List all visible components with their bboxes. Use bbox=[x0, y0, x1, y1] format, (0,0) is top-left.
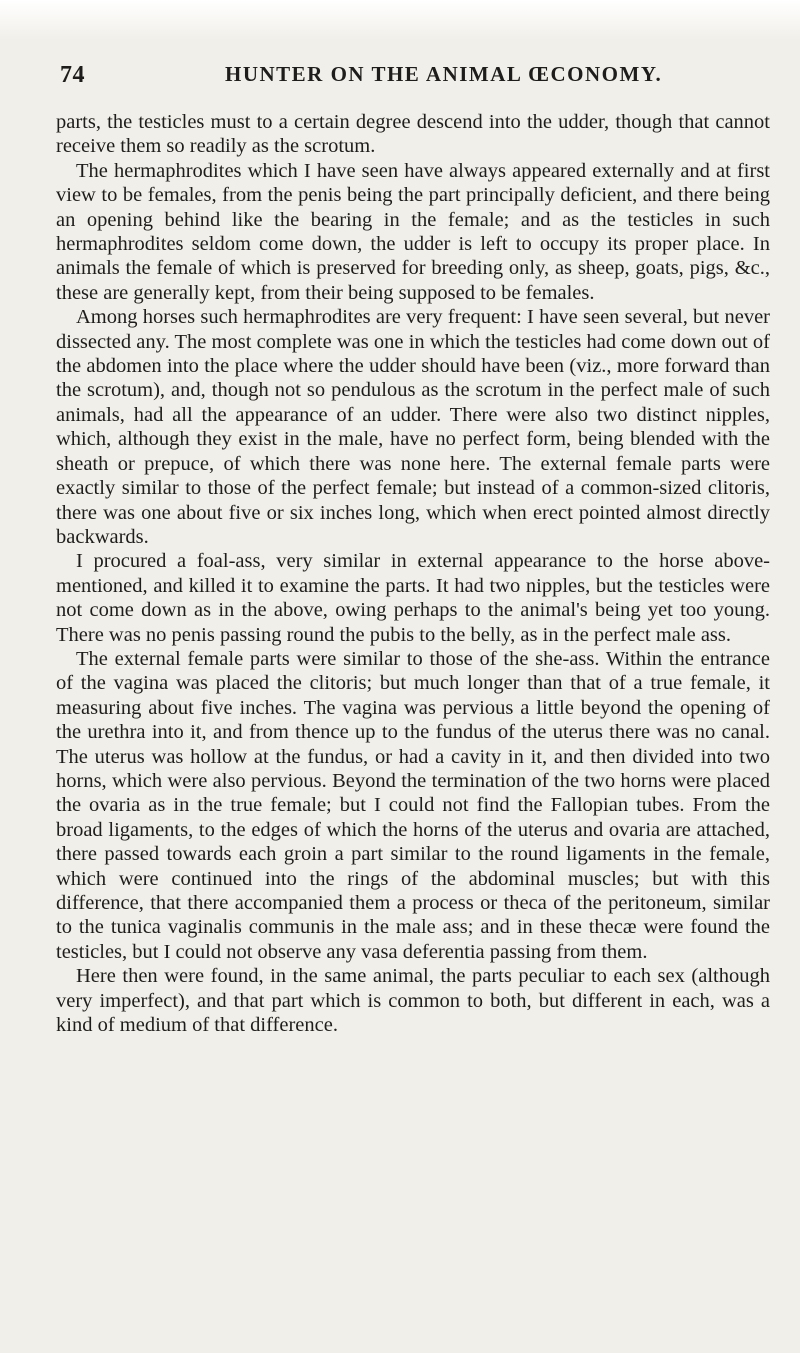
paragraph: parts, the testicles must to a certain degree descend into the udder, though that cannot receive them so readily as the scrotum. bbox=[56, 111, 770, 158]
paragraph: The hermaphrodites which I have seen have always appeared externally and at first view to be females, from the penis being the part principally deficient, and there being an opening behind like the bearing in the female; and as the testicles in such hermaphrodites seldom come down, the udder is left to occupy its proper place. In animals the female of which is preserved for breeding only, as sheep, goats, pigs, &c., these are generally kept, from their being supposed to be females. bbox=[56, 159, 770, 304]
body-text bbox=[56, 110, 770, 1037]
page-number: 74 bbox=[60, 62, 85, 88]
running-head: HUNTER ON THE ANIMAL ŒCONOMY. bbox=[225, 62, 663, 86]
paragraph: Among horses such hermaphrodites are very frequent: I have seen several, but never dissected any. The most complete was one in which the testicles had come down out of the abdomen into the place where the udder should have been (viz., more forward than the scrotum), and, though not so pendulous as the scrotum in the perfect male of such animals, had all the appearance of an udder. There were also two distinct nipples, which, although they exist in the male, have no perfect form, being blended with the sheath or prepuce, of which there was none here. The external female parts were exactly similar to those of the perfect female; but instead of a common-sized clitoris, there was one about five or six inches long, which when erect pointed almost directly backwards. bbox=[56, 306, 770, 548]
paragraph: I procured a foal-ass, very similar in external appearance to the horse above-mentioned, and killed it to examine the parts. It had two nipples, but the testicles were not come down as in the above, owing perhaps to the animal's being yet too young. There was no penis passing round the pubis to the belly, as in the perfect male ass. bbox=[56, 550, 770, 646]
page-edge bbox=[0, 0, 800, 40]
paragraph: The external female parts were similar to those of the she-ass. Within the entrance of the vagina was placed the clitoris; but much longer than that of a true female, it measuring about five inches. The vagina was pervious a little beyond the opening of the urethra into it, and from thence up to the fundus of the uterus there was no canal. The uterus was hollow at the fundus, or had a cavity in it, and then divided into two horns, which were also pervious. Beyond the termination of the two horns were placed the ovaria as in the true female; but I could not find the Fallopian tubes. From the broad ligaments, to the edges of which the horns of the uterus and ovaria are attached, there passed towards each groin a part similar to the round ligaments in the female, which were continued into the rings of the abdominal muscles; but with this difference, that there accompanied them a process or theca of the peritoneum, similar to the tunica vaginalis communis in the male ass; and in these thecæ were found the testicles, but I could not observe any vasa deferentia passing from them. bbox=[56, 647, 770, 963]
paragraph: Here then were found, in the same animal, the parts peculiar to each sex (although very imperfect), and that part which is common to both, but different in each, was a kind of medium of that difference. bbox=[56, 965, 770, 1037]
page-header bbox=[60, 62, 760, 92]
